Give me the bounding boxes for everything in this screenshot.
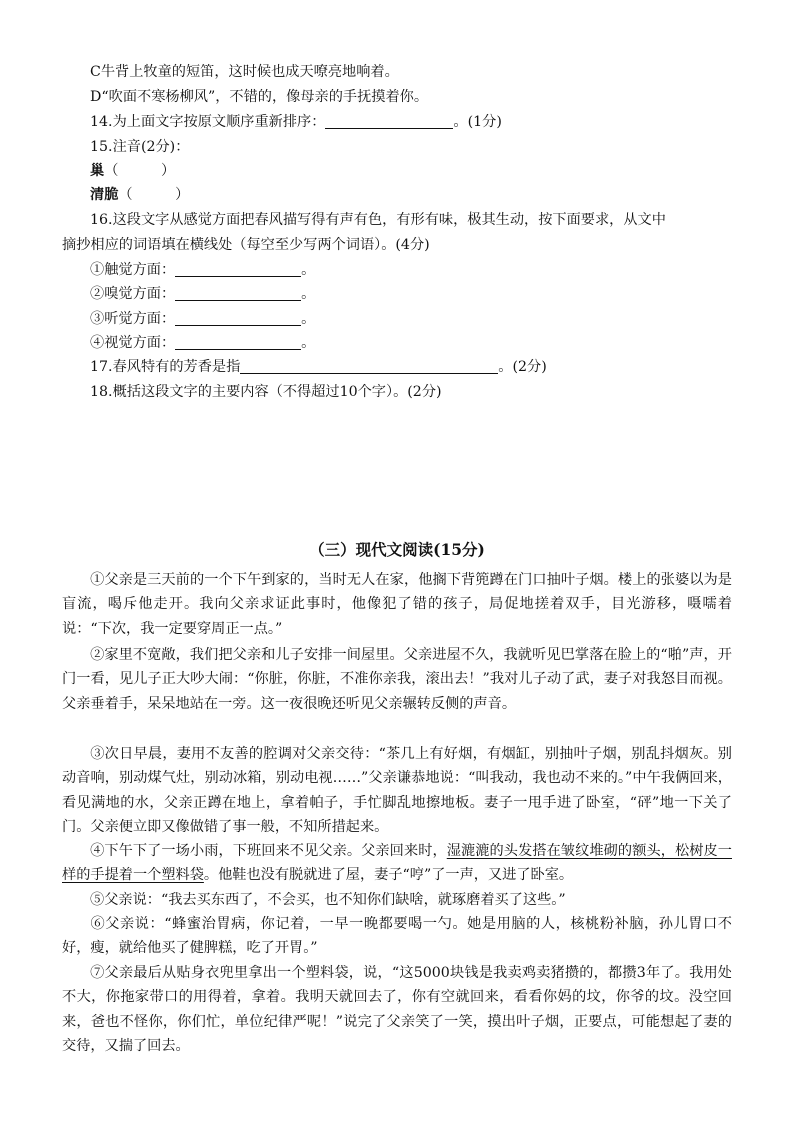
sense-label: ③听觉方面： <box>90 311 176 327</box>
question-16-touch <box>90 260 315 282</box>
pinyin-blank-2[interactable]: （ ） <box>118 187 190 203</box>
question-15-item-1 <box>90 161 175 183</box>
sentence-end: 。 <box>301 262 316 278</box>
answer-blank-14[interactable] <box>325 113 453 129</box>
question-16-hearing <box>90 309 315 331</box>
question-14-score: 。(1分) <box>453 114 502 130</box>
section-title: （三）现代文阅读(15分) <box>309 540 485 559</box>
question-16-line-2: 摘抄相应的词语填在横线处（每空至少写两个词语）。(4分) <box>62 237 430 253</box>
reading-paragraph-5 <box>62 888 732 912</box>
sentence-end: 。 <box>301 335 316 351</box>
option-c: C牛背上牧童的短笛，这时候也成天嘹亮地响着。 <box>90 64 399 80</box>
answer-blank-sight[interactable] <box>175 334 301 350</box>
sentence-end: 。 <box>301 311 316 327</box>
question-17 <box>90 357 547 379</box>
paragraph-5-text: ⑤父亲说：“我去买东西了，不会买，也不知你们缺啥，就琢磨着买了这些。” <box>90 892 566 908</box>
sentence-end: 。 <box>301 286 316 302</box>
reading-paragraph-4 <box>62 839 732 888</box>
paragraph-1-text: ①父亲是三天前的一个下午到家的，当时无人在家，他搁下背篼蹲在门口抽叶子烟。楼上的张婆以为是盲流，喝斥他走开。我向父亲求证此事时，他像犯了错的孩子，局促地搓着双手，目光游移，嗫嚅着说：“下次，我一定要穿周正一点。” <box>62 572 732 637</box>
paragraph-6-text: ⑥父亲说：“蜂蜜治胃病，你记着，一早一晚都要喝一勺。她是用脑的人，核桃粉补脑，孙儿胃口不好，瘦，就给他买了健脾糕，吃了开胃。” <box>62 916 732 957</box>
pinyin-word-1: 巢 <box>90 163 105 179</box>
paragraph-4-text-a: ④下午下了一场小雨，下班回来不见父亲。父亲回来时， <box>90 843 447 859</box>
question-17-text: 17.春风特有的芳香是指 <box>90 359 241 375</box>
sense-label: ①触觉方面： <box>90 262 176 278</box>
answer-blank-hearing[interactable] <box>175 310 301 326</box>
paragraph-4-text-b: 。他鞋也没有脱就进了屋，妻子“哼”了一声，又进了卧室。 <box>203 867 574 884</box>
answer-blank-touch[interactable] <box>175 261 301 277</box>
paragraph-7-text: ⑦父亲最后从贴身衣兜里拿出一个塑料袋，说，“这5000块钱是我卖鸡卖猪攒的，都攒3年了。我用处不大，你拖家带口的用得着，拿着。我明天就回去了，你有空就回来，看看你妈的坟，你爷的坟。没空回来，爸也不怪你，你们忙，单位纪律严呢！”说完了父亲笑了一笑，摸出叶子烟，正要点，可能想起了妻的交待，又揣了回去。 <box>62 965 732 1055</box>
answer-blank-17[interactable] <box>240 358 498 374</box>
question-16-sight <box>90 333 315 355</box>
question-14-text: 14.为上面文字按原文顺序重新排序： <box>90 114 326 130</box>
answer-blank-smell[interactable] <box>175 285 301 301</box>
sense-label: ④视觉方面： <box>90 335 176 351</box>
question-16-smell <box>90 284 315 306</box>
question-17-score: 。(2分) <box>498 359 547 375</box>
paragraph-2-text: ②家里不宽敞，我们把父亲和儿子安排一间屋里。父亲进屋不久，我就听见巴掌落在脸上的“啪”声，开门一看，见儿子正大吵大闹：“你脏，你脏，不准你亲我，滚出去！”我对儿子动了武，妻子对我怒目而视。父亲垂着手，呆呆地站在一旁。这一夜很晚还听见父亲辗转反侧的声音。 <box>62 647 732 712</box>
reading-paragraph-6 <box>62 912 732 961</box>
reading-paragraph-3 <box>62 742 732 840</box>
pinyin-word-2: 清脆 <box>90 187 119 203</box>
option-d: D“吹面不寒杨柳风”，不错的，像母亲的手抚摸着你。 <box>90 89 429 105</box>
sense-label: ②嗅觉方面： <box>90 286 176 302</box>
underlined-sentence: 湿漉漉的头发搭在皱纹堆砌的额头，松树皮一样的手提着一个塑料袋 <box>62 843 732 884</box>
question-18: 18.概括这段文字的主要内容（不得超过10个字）。(2分) <box>90 384 442 400</box>
reading-paragraph-1 <box>62 568 732 641</box>
reading-paragraph-2 <box>62 643 732 716</box>
question-15: 15.注音(2分)： <box>90 139 190 155</box>
reading-paragraph-7 <box>62 961 732 1059</box>
paragraph-3-text: ③次日早晨，妻用不友善的腔调对父亲交待：“茶几上有好烟，有烟缸，别抽叶子烟，别乱抖烟灰。别动音响，别动煤气灶，别动冰箱，别动电视……”父亲谦恭地说：“叫我动，我也动不来的。”中午我俩回来，看见满地的水，父亲正蹲在地上，拿着帕子，手忙脚乱地擦地板。妻子一甩手进了卧室，“砰”地一下关了门。父亲便立即又像做错了事一般，不知所措起来。 <box>62 746 732 836</box>
question-16-line-1: 16.这段文字从感觉方面把春风描写得有声有色，有形有味，极其生动，按下面要求，从文中 <box>90 212 666 228</box>
question-15-item-2 <box>90 185 189 207</box>
pinyin-blank-1[interactable]: （ ） <box>104 163 176 179</box>
question-14 <box>90 112 502 134</box>
